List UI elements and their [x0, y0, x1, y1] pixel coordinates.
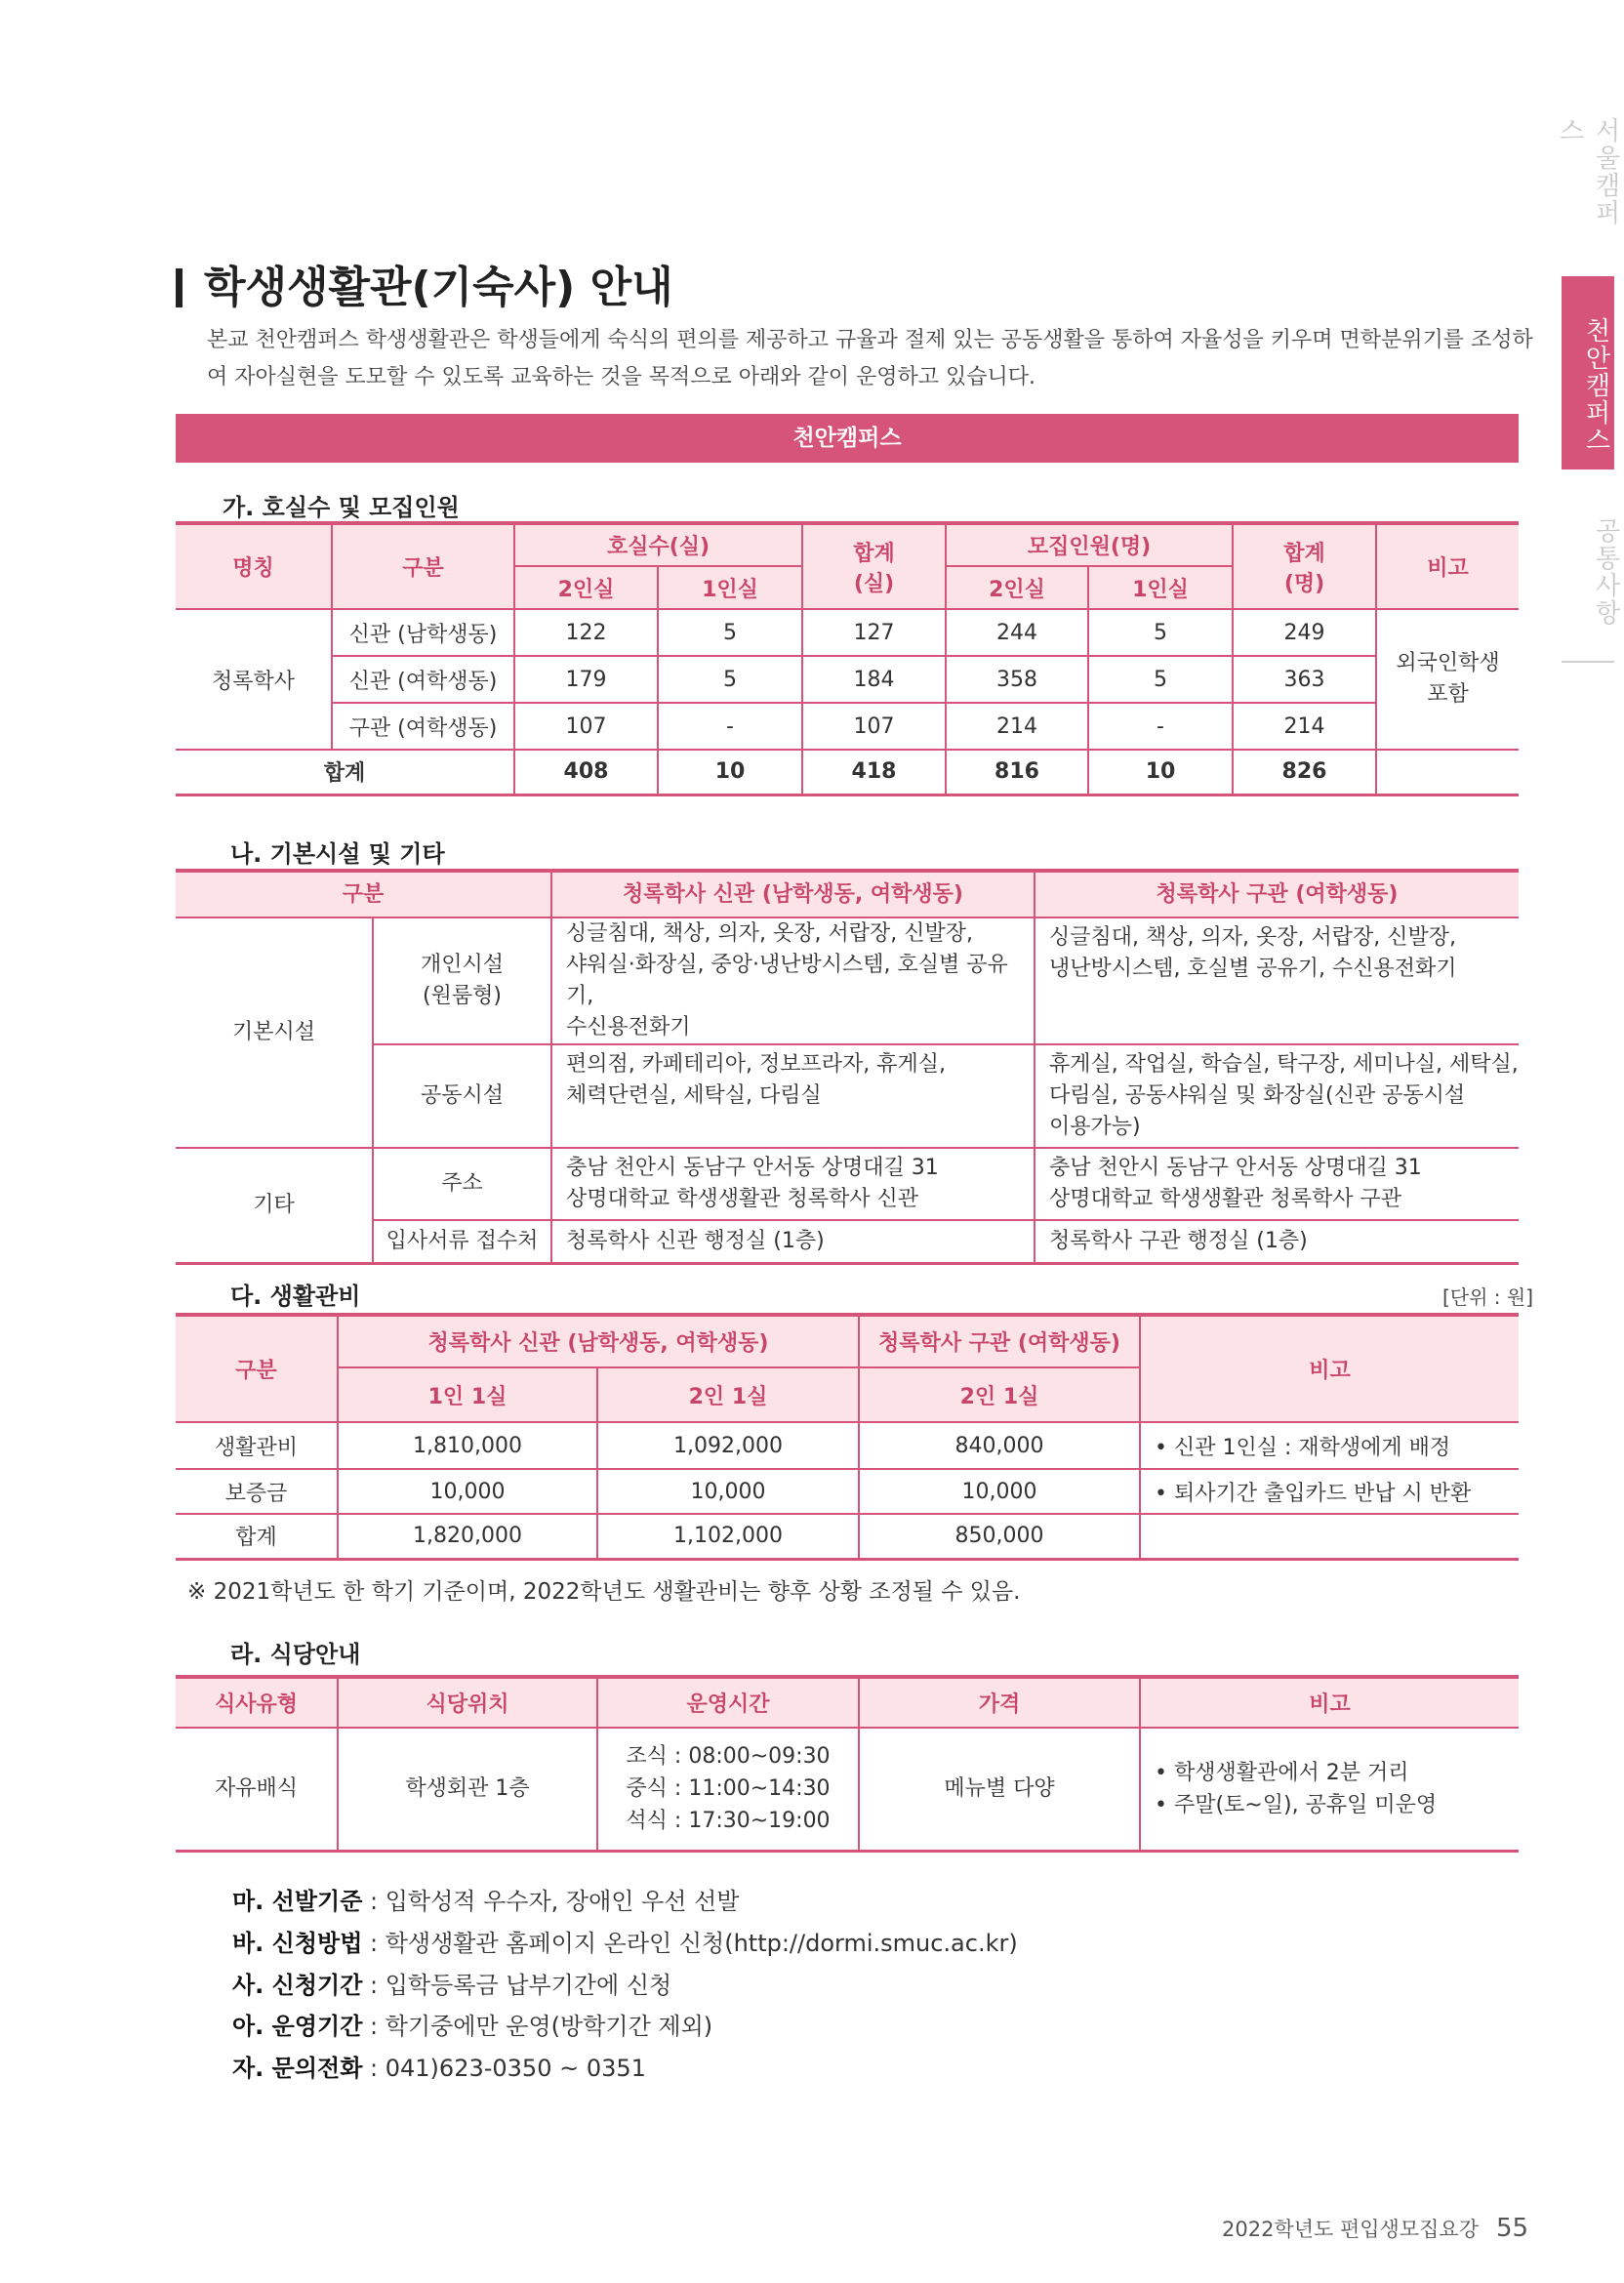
cell: 244 [946, 609, 1088, 656]
fees-table [176, 1313, 1519, 1561]
cell: 826 [1233, 750, 1376, 795]
h-new: 청록학사 신관 (남학생동, 여학생동) [551, 871, 1035, 917]
h-recruit-total: 합계 (명) [1233, 523, 1376, 609]
item-label: 마. 선발기준 [232, 1888, 363, 1915]
cell: 5 [658, 656, 802, 703]
table-row [176, 1044, 1519, 1148]
h-recruit-one: 1인실 [1088, 566, 1233, 609]
cell: 840,000 [859, 1422, 1140, 1469]
cell: 10,000 [859, 1469, 1140, 1514]
h-note: 비고 [1140, 1677, 1519, 1728]
item-application [232, 1924, 1018, 1958]
common-label: 공동시설 [373, 1044, 551, 1148]
etc-label: 기타 [176, 1148, 373, 1263]
item-period [232, 1966, 671, 2000]
h-type: 구분 [176, 871, 551, 917]
note-cell [1140, 1514, 1519, 1559]
fees-footnote: ※ 2021학년도 한 학기 기준이며, 2022학년도 생활관비는 향후 상황 조정될 수 있음. [187, 1579, 1021, 1605]
item-selection [232, 1882, 739, 1916]
cafeteria-table [176, 1675, 1519, 1853]
docs-new: 청록학사 신관 행정실 (1층) [551, 1220, 1035, 1263]
item-text: : 학기중에만 운영(방학기간 제외) [362, 2013, 713, 2040]
cell: 1,092,000 [597, 1422, 859, 1469]
table-row [176, 1469, 1519, 1514]
time-cell: 조식 : 08:00~09:30 중식 : 11:00~14:30 석식 : 17:30~19:00 [597, 1728, 859, 1851]
page-number: 55 [1495, 2214, 1529, 2243]
cell: 363 [1233, 656, 1376, 703]
page-title [176, 252, 673, 314]
address-new: 충남 천안시 동남구 안서동 상명대길 31 상명대학교 학생생활관 청록학사 신관 [551, 1148, 1035, 1220]
cell: 10,000 [597, 1469, 859, 1514]
tab-common[interactable]: 공통사항 [1591, 517, 1620, 627]
price-cell: 메뉴별 다양 [859, 1728, 1140, 1851]
tab-cheonan-campus[interactable]: 천안캠퍼스 [1562, 276, 1614, 469]
docs-old: 청록학사 구관 행정실 (1층) [1035, 1220, 1519, 1263]
h-loc: 식당위치 [338, 1677, 597, 1728]
h-rooms-total: 합계 (실) [802, 523, 946, 609]
table-row [176, 1422, 1519, 1469]
unit-label: [단위 : 원] [1442, 1285, 1534, 1309]
docs-label: 입사서류 접수처 [373, 1220, 551, 1263]
cell: 816 [946, 750, 1088, 795]
total-row [176, 750, 1519, 795]
row-type: 신관 (여학생동) [332, 656, 514, 703]
cell: 184 [802, 656, 946, 703]
table-row [176, 656, 1519, 703]
cell: 214 [1233, 703, 1376, 750]
h-note: 비고 [1376, 523, 1519, 609]
total-label: 합계 [176, 750, 514, 795]
item-text: : 입학성적 우수자, 장애인 우선 선발 [362, 1888, 740, 1915]
loc-cell: 학생회관 1층 [338, 1728, 597, 1851]
cell: 1,102,000 [597, 1514, 859, 1559]
table-row [176, 1728, 1519, 1851]
basic-label: 기본시설 [176, 917, 373, 1148]
cell: - [1088, 703, 1233, 750]
h-note: 비고 [1140, 1315, 1519, 1422]
personal-new: 싱글침대, 책상, 의자, 옷장, 서랍장, 신발장, 샤워실·화장실, 중앙·냉난방시스템, 호실별 공유기, 수신용전화기 [551, 917, 1035, 1044]
item-label: 아. 운영기간 [232, 2013, 363, 2040]
h-recruit: 모집인원(명) [946, 523, 1233, 566]
facilities-table [176, 869, 1519, 1265]
cell: 107 [514, 703, 658, 750]
footer-text: 2022학년도 편입생모집요강 [1222, 2218, 1479, 2241]
cell: 10,000 [338, 1469, 597, 1514]
cell: 358 [946, 656, 1088, 703]
note-cell: 외국인학생 포함 [1396, 651, 1500, 707]
common-old: 휴게실, 작업실, 학습실, 탁구장, 세미나실, 세탁실, 다림실, 공동샤워실 및 화장실(신관 공동시설 이용가능) [1049, 1052, 1519, 1139]
cell: 5 [658, 609, 802, 656]
item-operation [232, 2007, 712, 2041]
row-type: 구관 (여학생동) [332, 703, 514, 750]
cell: 10 [1088, 750, 1233, 795]
h-name: 명칭 [176, 523, 332, 609]
item-text: : 학생생활관 홈페이지 온라인 신청(http://dormi.smuc.ac.kr) [362, 1930, 1018, 1957]
h-rooms-two: 2인실 [514, 566, 658, 609]
address-old: 충남 천안시 동남구 안서동 상명대길 31 상명대학교 학생생활관 청록학사 구관 [1049, 1156, 1422, 1211]
section-d-title: 라. 식당안내 [230, 1641, 361, 1668]
h-old-double: 2인 1실 [859, 1367, 1140, 1422]
row-label: 보증금 [176, 1469, 338, 1514]
table-row [176, 1148, 1519, 1220]
cell: 122 [514, 609, 658, 656]
meal-cell: 자유배식 [176, 1728, 338, 1851]
h-double: 2인 1실 [597, 1367, 859, 1422]
dorm-name: 청록학사 [176, 609, 332, 750]
h-price: 가격 [859, 1677, 1140, 1728]
note-cell: • 퇴사기간 출입카드 반납 시 반환 [1155, 1481, 1472, 1506]
personal-label: 개인시설 (원룸형) [373, 917, 551, 1044]
h-recruit-two: 2인실 [946, 566, 1088, 609]
cell: 408 [514, 750, 658, 795]
table-row [176, 1514, 1519, 1559]
table-row [176, 609, 1519, 656]
cell: 107 [802, 703, 946, 750]
cell: 10 [658, 750, 802, 795]
tab-seoul-campus[interactable]: 서울캠퍼스 [1555, 117, 1620, 226]
cell: 179 [514, 656, 658, 703]
h-time: 운영시간 [597, 1677, 859, 1728]
cell-empty [1376, 750, 1519, 795]
table-row [176, 1220, 1519, 1263]
h-old: 청록학사 구관 (여학생동) [859, 1315, 1140, 1367]
page-footer [1222, 2214, 1528, 2243]
h-meal: 식사유형 [176, 1677, 338, 1728]
section-c-title: 다. 생활관비 [230, 1283, 361, 1310]
cell: 1,810,000 [338, 1422, 597, 1469]
cell: 249 [1233, 609, 1376, 656]
rooms-table [176, 521, 1519, 796]
row-label: 합계 [176, 1514, 338, 1559]
note-cell: • 학생생활관에서 2분 거리 • 주말(토~일), 공휴일 미운영 [1140, 1728, 1519, 1851]
common-new: 편의점, 카페테리아, 정보프라자, 휴게실, 체력단련실, 세탁실, 다림실 [551, 1044, 1035, 1148]
section-b-title: 나. 기본시설 및 기타 [230, 840, 445, 868]
page-title-text: 학생생활관(기숙사) 안내 [204, 263, 673, 312]
h-old: 청록학사 구관 (여학생동) [1035, 871, 1519, 917]
item-contact [232, 2049, 646, 2083]
cell: 214 [946, 703, 1088, 750]
cell: 418 [802, 750, 946, 795]
cell: 1,820,000 [338, 1514, 597, 1559]
title-bar [176, 268, 183, 307]
item-label: 자. 문의전화 [232, 2055, 363, 2082]
table-row [176, 703, 1519, 750]
cell: 5 [1088, 609, 1233, 656]
item-text: : 입학등록금 납부기간에 신청 [362, 1972, 672, 1999]
h-rooms: 호실수(실) [514, 523, 802, 566]
cell: 850,000 [859, 1514, 1140, 1559]
cell: 5 [1088, 656, 1233, 703]
h-single: 1인 1실 [338, 1367, 597, 1422]
intro-text: 본교 천안캠퍼스 학생생활관은 학생들에게 숙식의 편의를 제공하고 규율과 절제 있는 공동생활을 통하여 자율성을 키우며 면학분위기를 조성하여 자아실현을 도모할 수 있도록 교육하는 것을 목적으로 아래와 같이 운영하고 있습니다. [207, 328, 1533, 389]
item-label: 바. 신청방법 [232, 1930, 363, 1957]
h-rooms-one: 1인실 [658, 566, 802, 609]
section-a-title: 가. 호실수 및 모집인원 [223, 494, 460, 521]
cell: 127 [802, 609, 946, 656]
cell: - [658, 703, 802, 750]
address-label: 주소 [373, 1148, 551, 1220]
row-type: 신관 (남학생동) [332, 609, 514, 656]
item-label: 사. 신청기간 [232, 1972, 363, 1999]
campus-banner: 천안캠퍼스 [176, 414, 1519, 463]
note-cell: • 신관 1인실 : 재학생에게 배정 [1155, 1435, 1451, 1460]
tab-divider [1562, 661, 1614, 663]
row-label: 생활관비 [176, 1422, 338, 1469]
personal-old: 싱글침대, 책상, 의자, 옷장, 서랍장, 신발장, 냉난방시스템, 호실별 공유기, 수신용전화기 [1049, 925, 1457, 981]
h-type: 구분 [332, 523, 514, 609]
item-text: : 041)623-0350 ~ 0351 [362, 2055, 646, 2082]
h-type: 구분 [176, 1315, 338, 1422]
table-row [176, 917, 1519, 1044]
h-new: 청록학사 신관 (남학생동, 여학생동) [338, 1315, 859, 1367]
